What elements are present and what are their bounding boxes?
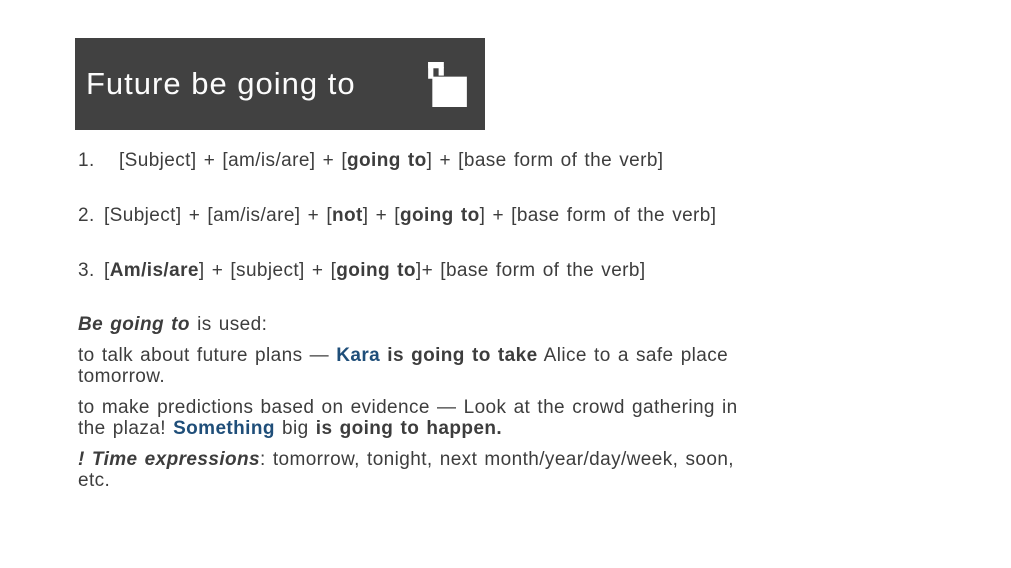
list-number: 3. (78, 260, 95, 281)
grammar-pattern-row-2 (78, 205, 716, 227)
title-banner (75, 38, 485, 130)
usage-section (78, 314, 950, 501)
pattern-text: [Am/is/are] + [subject] + [going to]+ [base form of the verb] (104, 260, 646, 281)
open-padlock-icon (428, 62, 467, 107)
list-number: 1. (78, 150, 95, 171)
slide-title: Future be going to (86, 66, 356, 101)
pattern-text: [Subject] + [am/is/are] + [going to] + [base form of the verb] (119, 150, 664, 171)
grammar-pattern-row-1 (78, 150, 716, 172)
usage-heading: Be going to is used: (78, 314, 268, 335)
usage-point-predictions: to make predictions based on evidence — Look at the crowd gathering in the plaza! Something big is going to happen. (78, 397, 738, 439)
usage-point-future-plans: to talk about future plans — Kara is going to take Alice to a safe place tomorrow. (78, 345, 729, 387)
pattern-text: [Subject] + [am/is/are] + [not] + [going to] + [base form of the verb] (104, 205, 717, 226)
grammar-pattern-row-3 (78, 260, 716, 282)
list-number: 2. (78, 205, 95, 226)
usage-point-time-expressions: ! Time expressions: tomorrow, tonight, next month/year/day/week, soon, etc. (78, 449, 734, 491)
grammar-patterns-list (78, 150, 716, 315)
